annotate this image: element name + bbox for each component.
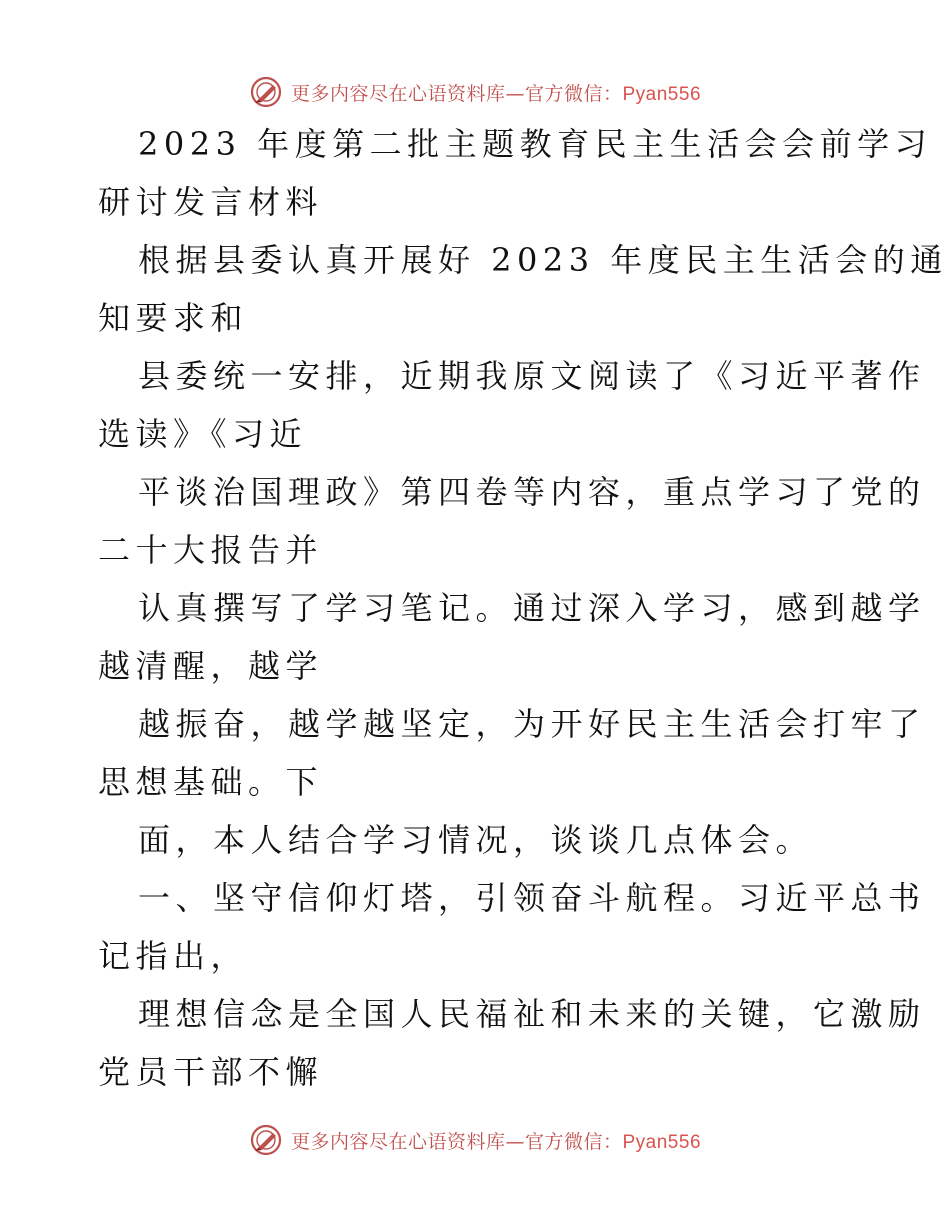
banner-text xyxy=(291,79,701,106)
banner-separator: — xyxy=(505,82,525,105)
banner-slogan: 更多内容尽在心语资料库 xyxy=(290,1130,506,1153)
text-line: 思想基础。下 xyxy=(98,763,324,801)
banner-text xyxy=(291,1127,701,1154)
text-line: 越振奋，越学越坚定，为开好民主生活会打牢了 xyxy=(138,705,926,743)
text-line: 选读》《习近 xyxy=(98,415,308,453)
text-line: 面，本人结合学习情况，谈谈几点体会。 xyxy=(138,821,814,859)
header-banner xyxy=(0,72,950,112)
footer-banner xyxy=(0,1120,950,1160)
section-heading-line: 一、坚守信仰灯塔，引领奋斗航程。习近平总书 xyxy=(138,879,926,917)
text-line: 认真撰写了学习笔记。通过深入学习，感到越学 xyxy=(138,589,926,627)
banner-slogan: 更多内容尽在心语资料库 xyxy=(290,82,506,105)
banner-wechat-id: Pyan556 xyxy=(622,83,702,105)
banner-wechat-id: Pyan556 xyxy=(622,1131,702,1153)
text-line: 知要求和 xyxy=(98,299,249,337)
text-line: 越清醒，越学 xyxy=(98,647,324,685)
text-line: 县委统一安排，近期我原文阅读了《习近平著作 xyxy=(138,357,926,395)
banner-wechat-label: 官方微信： xyxy=(524,1130,623,1153)
title-line-2: 研讨发言材料 xyxy=(98,183,324,221)
text-line: 记指出， xyxy=(98,937,249,975)
text-line: 二十大报告并 xyxy=(98,531,324,569)
banner-wechat-label: 官方微信： xyxy=(524,82,623,105)
logo-icon xyxy=(249,75,283,109)
logo-icon xyxy=(249,1123,283,1157)
text-line: 根据县委认真开展好 2023 年度民主生活会的通 xyxy=(138,241,948,279)
text-line: 党员干部不懈 xyxy=(98,1053,324,1091)
text-line: 平谈治国理政》第四卷等内容，重点学习了党的 xyxy=(138,473,926,511)
title-line-1: 2023 年度第二批主题教育民主生活会会前学习 xyxy=(138,125,933,163)
text-line: 理想信念是全国人民福祉和未来的关键，它激励 xyxy=(138,995,926,1033)
banner-separator: — xyxy=(505,1130,525,1153)
